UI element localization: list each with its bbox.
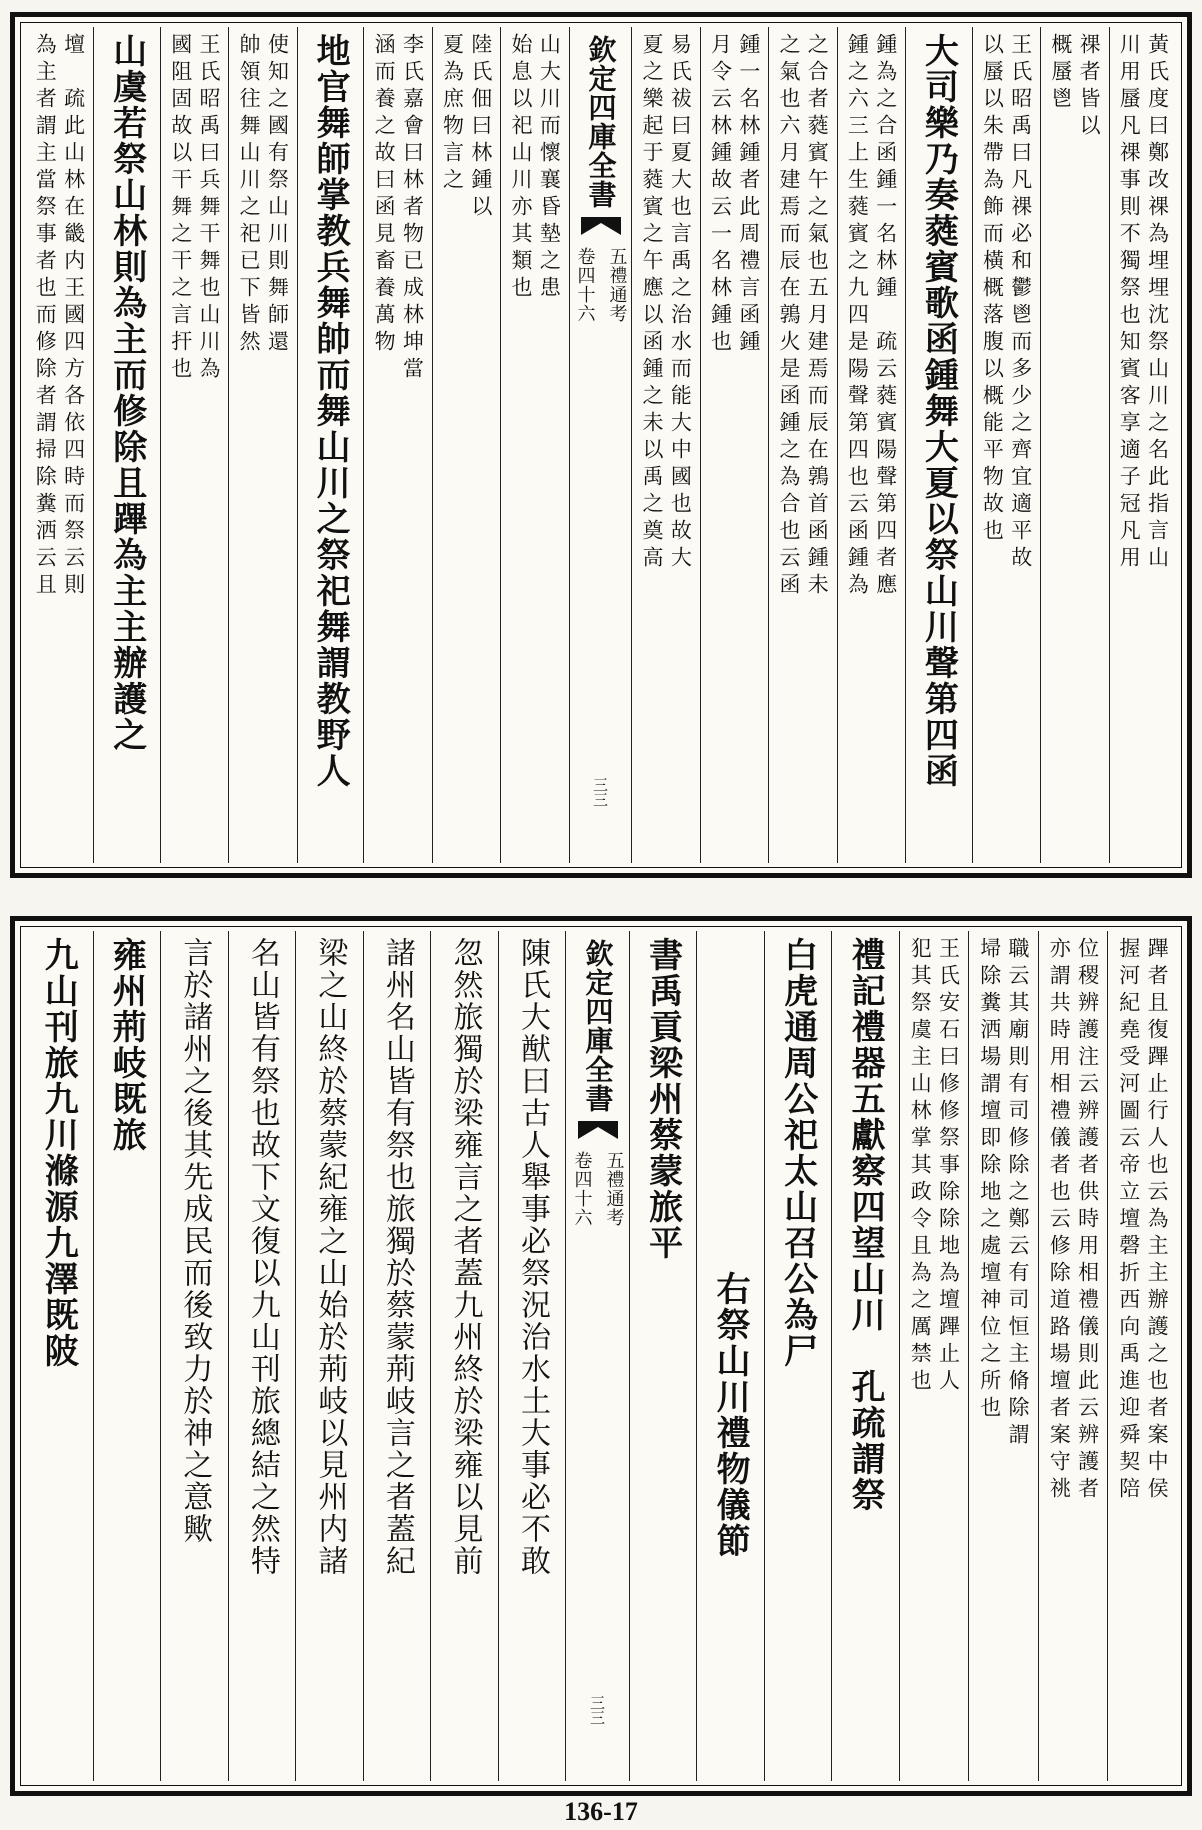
commentary-line: 王氏安石曰修修祭事除除地為壇蹕止人 <box>936 937 961 1396</box>
text-column <box>295 931 363 1781</box>
text-column <box>837 27 905 863</box>
text-column <box>631 27 699 863</box>
fishtail-mark-icon <box>576 1119 620 1141</box>
commentary-line: 涵而養之故曰函見畜養萬物 <box>372 33 397 357</box>
text-column <box>1038 931 1108 1781</box>
folio-number: 三三 <box>588 1695 607 1725</box>
commentary-line: 為主者謂主當祭事者也而修除者謂掃除糞洒云且 <box>33 33 58 600</box>
commentary-line: 職云其廟則有司修除之鄭云有司恒主脩除謂 <box>1006 937 1031 1450</box>
text-column <box>430 931 498 1781</box>
commentary-line: 位稷辨護注云辨護者供時用相禮儀則此云辨護者 <box>1075 937 1100 1504</box>
commentary-line: 夏為庶物言之 <box>440 33 465 195</box>
commentary-line: 埽除糞洒場謂壇即除地之處壇神位之所也 <box>977 937 1002 1423</box>
commentary-line: 黃氏度曰鄭改祼為埋埋沈祭山川之名此指言山 <box>1145 33 1170 573</box>
commentary-line: 概蜃鬯 <box>1048 33 1073 114</box>
lower-page-columns <box>25 931 1177 1781</box>
commentary-line: 之氣也六月建焉而辰在鶉火是函鍾之為合也云函 <box>776 33 801 600</box>
commentary-line: 陸氏佃曰林鍾以 <box>468 33 493 222</box>
main-text-line: 忽然旅獨於梁雍言之者蓋九州終於梁雍以見前 <box>447 937 483 1577</box>
text-column <box>500 27 568 863</box>
commentary-line: 握河紀堯受河圖云帝立壇磬折西向禹進迎舜契陪 <box>1116 937 1141 1504</box>
text-column <box>93 931 161 1781</box>
main-text-line: 地官舞師掌教兵舞帥而舞山川之祭祀舞謂教野人 <box>310 33 351 789</box>
main-text-line: 名山皆有祭也故下文復以九山刊旅總結之然特 <box>244 937 280 1577</box>
text-column <box>696 931 764 1781</box>
book-title: 欽定四庫全書 <box>581 939 615 1113</box>
upper-page-frame <box>10 12 1192 878</box>
commentary-line: 川用蜃凡祼事則不獨祭也知賓客享適子冠凡用 <box>1117 33 1142 573</box>
book-subtitle: 五禮通考 <box>606 247 628 323</box>
commentary-line: 亦謂共時用相禮儀者也云修除道路場壇者案守祧 <box>1047 937 1072 1504</box>
text-column <box>972 27 1040 863</box>
text-column <box>432 27 500 863</box>
text-column <box>363 27 431 863</box>
volume-info <box>572 247 630 323</box>
main-text-line: 白虎通周公祀太山召公為尸 <box>777 937 818 1369</box>
commentary-line: 國阻固故以干舞之干之言扞也 <box>168 33 193 384</box>
text-column <box>363 931 431 1781</box>
main-text-line: 雍州荊岐既旅 <box>106 937 147 1153</box>
main-text-line: 山虞若祭山林則為主而修除且蹕為主主辦護之 <box>106 33 147 753</box>
main-text-line: 梁之山終於蔡蒙紀雍之山始於荊岐以見州内諸 <box>312 937 348 1577</box>
commentary-line: 祼者皆以 <box>1077 33 1102 141</box>
main-text-line: 禮記禮器五獻察四望山川 孔疏謂祭 <box>845 937 886 1513</box>
text-column <box>93 27 160 863</box>
commentary-line: 鍾一名林鍾者此周禮言函鍾 <box>736 33 761 357</box>
main-text-line: 諸州名山皆有祭也旅獨於蔡蒙荊岐言之者蓋紀 <box>379 937 415 1577</box>
book-title: 欽定四庫全書 <box>584 35 618 209</box>
text-column <box>25 27 93 863</box>
fishtail-mark-icon <box>579 215 623 237</box>
commentary-line: 鍾之六三上生蕤賓之九四是陽聲第四也云函鍾為 <box>845 33 870 600</box>
commentary-line: 鍾為之合函鍾一名林鍾 疏云蕤賓陽聲第四者應 <box>873 33 898 600</box>
book-subtitle: 五禮通考 <box>603 1151 625 1227</box>
main-text-line: 書禹貢梁州蔡蒙旅平 <box>642 937 683 1261</box>
text-column <box>905 27 972 863</box>
main-text-line: 九山刊旅九川滌源九澤既陂 <box>38 937 79 1369</box>
text-column <box>297 27 364 863</box>
text-column <box>1109 27 1177 863</box>
text-column <box>1040 27 1108 863</box>
commentary-line: 犯其祭虞主山林掌其政令且為之厲禁也 <box>908 937 933 1396</box>
text-column <box>831 931 899 1781</box>
volume-number: 卷四十六 <box>574 247 596 323</box>
commentary-line: 以蜃以朱帶為飾而橫概落腹以概能平物故也 <box>980 33 1005 546</box>
text-column <box>228 931 296 1781</box>
text-column <box>1107 931 1177 1781</box>
main-text-line: 陳氏大猷曰古人舉事必祭況治水土大事必不敢 <box>514 937 550 1577</box>
center-margin-column <box>565 931 629 1781</box>
text-column <box>768 27 836 863</box>
text-column <box>764 931 832 1781</box>
text-column <box>968 931 1038 1781</box>
page-footer-number: 136-17 <box>564 1797 638 1826</box>
main-text-line: 右祭山川禮物儀節 <box>710 1271 751 1559</box>
commentary-line: 使知之國有祭山川則舞師還 <box>265 33 290 357</box>
commentary-line: 壇 疏此山林在畿内王國四方各依四時而祭云則 <box>61 33 86 600</box>
main-text-line: 大司樂乃奏蕤賓歌函鍾舞大夏以祭山川聲第四函 <box>918 33 959 789</box>
volume-info <box>569 1151 627 1227</box>
commentary-line: 帥領往舞山川之祀已下皆然 <box>237 33 262 357</box>
main-text-line: 言於諸州之後其先成民而後致力於神之意歟 <box>177 937 213 1545</box>
folio-number: 三三 <box>591 777 610 807</box>
volume-number: 卷四十六 <box>571 1151 593 1227</box>
text-column <box>228 27 296 863</box>
lower-page-frame <box>10 916 1192 1796</box>
commentary-line: 易氏祓曰夏大也言禹之治水而能大中國也故大 <box>668 33 693 573</box>
text-column <box>160 27 228 863</box>
text-column <box>160 931 228 1781</box>
commentary-line: 夏之樂起于蕤賓之午應以函鍾之未以禹之奠高 <box>640 33 665 573</box>
center-margin-column <box>569 27 632 863</box>
text-column <box>25 931 93 1781</box>
text-column <box>700 27 768 863</box>
text-column <box>629 931 697 1781</box>
commentary-line: 李氏嘉會曰林者物已成林坤當 <box>400 33 425 384</box>
upper-page-columns <box>25 27 1177 863</box>
commentary-line: 王氏昭禹曰凡祼必和鬱鬯而多少之齊宜適平故 <box>1008 33 1033 573</box>
commentary-line: 王氏昭禹曰兵舞干舞也山川為 <box>197 33 222 384</box>
commentary-line: 山大川而懷襄昏墊之患 <box>537 33 562 303</box>
commentary-line: 之合者蕤賓午之氣也五月建焉而辰在鶉首函鍾未 <box>805 33 830 600</box>
commentary-line: 月令云林鍾故云一名林鍾也 <box>708 33 733 357</box>
commentary-line: 蹕者且復蹕止行人也云為主主辦護之也者案中侯 <box>1145 937 1170 1504</box>
text-column <box>899 931 969 1781</box>
commentary-line: 始息以祀山川亦其類也 <box>509 33 533 303</box>
text-column <box>498 931 566 1781</box>
